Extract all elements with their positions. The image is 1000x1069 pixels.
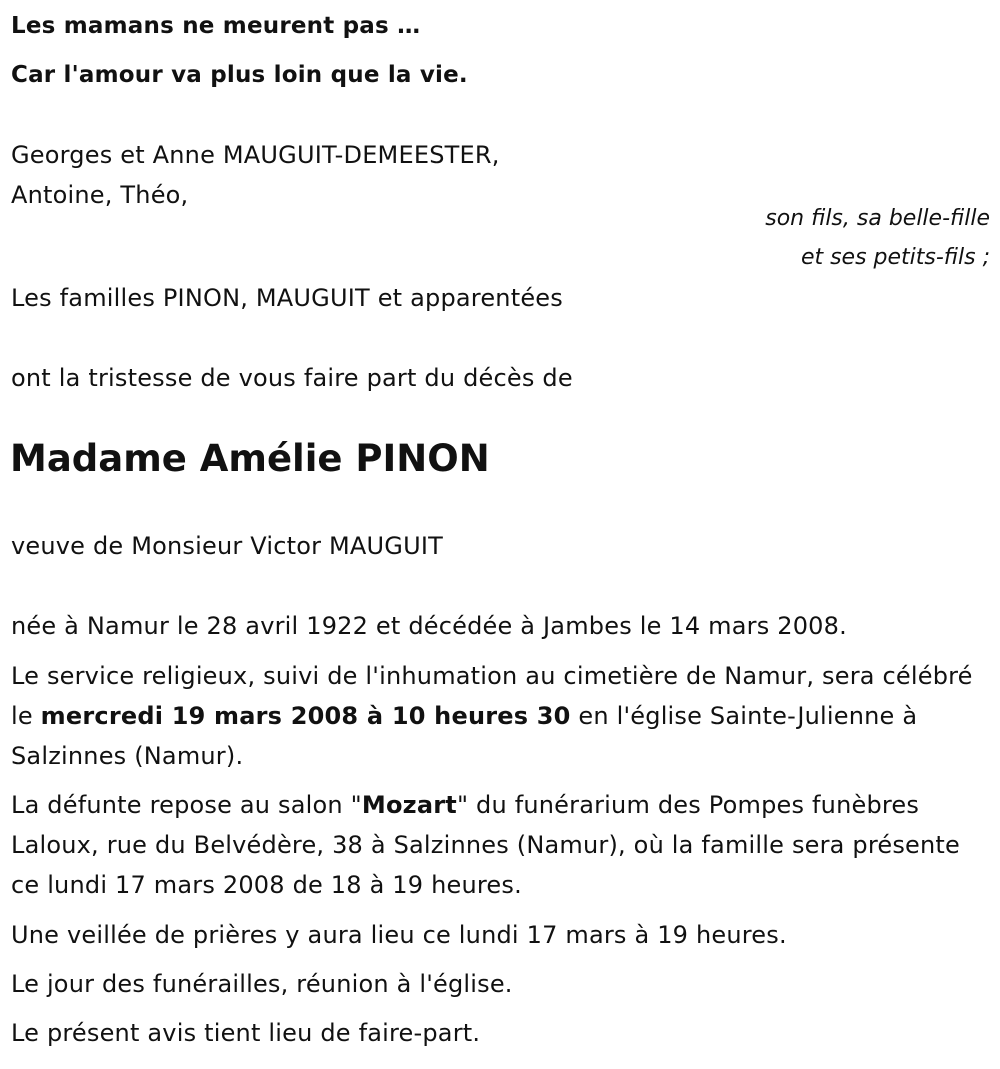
announcement: ont la tristesse de vous faire part du décès de — [11, 364, 573, 392]
birth-death-dates: née à Namur le 28 avril 1922 et décédée à Jambes le 14 mars 2008. — [11, 612, 847, 640]
epitaph-line-2: Car l'amour va plus loin que la vie. — [11, 62, 468, 88]
vigil-line: Une veillée de prières y aura lieu ce lundi 17 mars à 19 heures. — [11, 921, 787, 949]
service-text-before: Le service religieux, suivi de l'inhumation au cimetière de Namur, sera célébré le — [11, 662, 973, 730]
repose-paragraph — [11, 785, 986, 905]
widow-of: veuve de Monsieur Victor MAUGUIT — [11, 532, 443, 560]
notice-line: Le présent avis tient lieu de faire-part. — [11, 1019, 481, 1047]
repose-text-after: " du funérarium des Pompes funèbres Laloux, rue du Belvédère, 38 à Salzinnes (Namur), où la famille sera présente ce lundi 17 mars 2008 de 18 à 19 heures. — [11, 791, 961, 899]
family-relation-1: son fils, sa belle-fille — [765, 206, 990, 231]
service-text-after: en l'église Sainte-Julienne à Salzinnes (Namur). — [11, 702, 918, 770]
family-line-1: Georges et Anne MAUGUIT-DEMEESTER, — [11, 141, 500, 169]
service-paragraph — [11, 656, 986, 776]
repose-text-before: La défunte repose au salon " — [11, 791, 362, 819]
funeral-day-line: Le jour des funérailles, réunion à l'église. — [11, 970, 513, 998]
salon-name: Mozart — [361, 791, 457, 819]
family-line-2: Antoine, Théo, — [11, 181, 189, 209]
family-relation-2: et ses petits-fils ; — [800, 245, 990, 270]
epitaph-line-1: Les mamans ne meurent pas … — [11, 13, 421, 39]
service-datetime: mercredi 19 mars 2008 à 10 heures 30 — [40, 702, 571, 730]
family-line-3: Les familles PINON, MAUGUIT et apparentées — [11, 284, 563, 312]
deceased-name: Madame Amélie PINON — [10, 437, 490, 480]
